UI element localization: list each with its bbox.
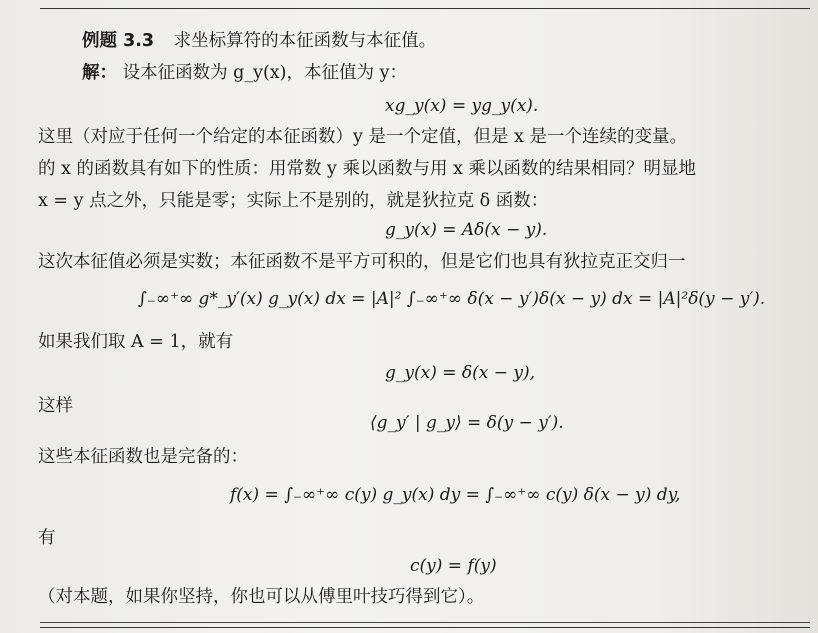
equation-6: f(x) = ∫₋∞⁺∞ c(y) g_y(x) dy = ∫₋∞⁺∞ c(y) δ(x − y) dy, xyxy=(230,485,681,505)
solution-line xyxy=(82,62,407,84)
bottom-rule-thick xyxy=(40,627,810,628)
equation-2: g_y(x) = Aδ(x − y). xyxy=(385,220,548,240)
para2: 这次本征值必须是实数；本征函数不是平方可积的，但是它们也具有狄拉克正交归一 xyxy=(38,252,686,272)
para4: 这样 xyxy=(38,396,73,416)
solution-label: 解： xyxy=(82,63,117,83)
para6: 有 xyxy=(38,528,56,548)
example-title: 求坐标算符的本征函数与本征值。 xyxy=(173,31,437,51)
para5: 这些本征函数也是完备的： xyxy=(38,447,248,467)
equation-3: ∫₋∞⁺∞ g*_y′(x) g_y(x) dx = |A|² ∫₋∞⁺∞ δ(x − y′)δ(x − y) dx = |A|²δ(y − y′). xyxy=(138,289,766,309)
para3: 如果我们取 A = 1，就有 xyxy=(38,332,234,352)
para1-line1: 这里（对应于任何一个给定的本征函数）y 是一个定值，但是 x 是一个连续的变量。 xyxy=(38,127,687,147)
example-label: 例题 3.3 xyxy=(82,31,155,51)
example-heading xyxy=(82,30,436,52)
equation-7: c(y) = f(y) xyxy=(410,556,497,576)
top-rule xyxy=(40,8,810,9)
bottom-rule-thin xyxy=(40,622,810,623)
equation-5: ⟨g_y′ | g_y⟩ = δ(y − y′). xyxy=(370,413,564,433)
para7: （对本题，如果你坚持，你也可以从傅里叶技巧得到它）。 xyxy=(38,587,485,607)
para1-line2: 的 x 的函数具有如下的性质：用常数 y 乘以函数与用 x 乘以函数的结果相同？明显地 xyxy=(38,159,696,179)
para1-line3: x = y 点之外，只能是零；实际上不是别的，就是狄拉克 δ 函数： xyxy=(38,191,549,211)
equation-1: xg_y(x) = yg_y(x). xyxy=(385,96,539,116)
equation-4: g_y(x) = δ(x − y), xyxy=(385,363,536,383)
solution-text: 设本征函数为 g_y(x)，本征值为 y： xyxy=(122,63,407,83)
